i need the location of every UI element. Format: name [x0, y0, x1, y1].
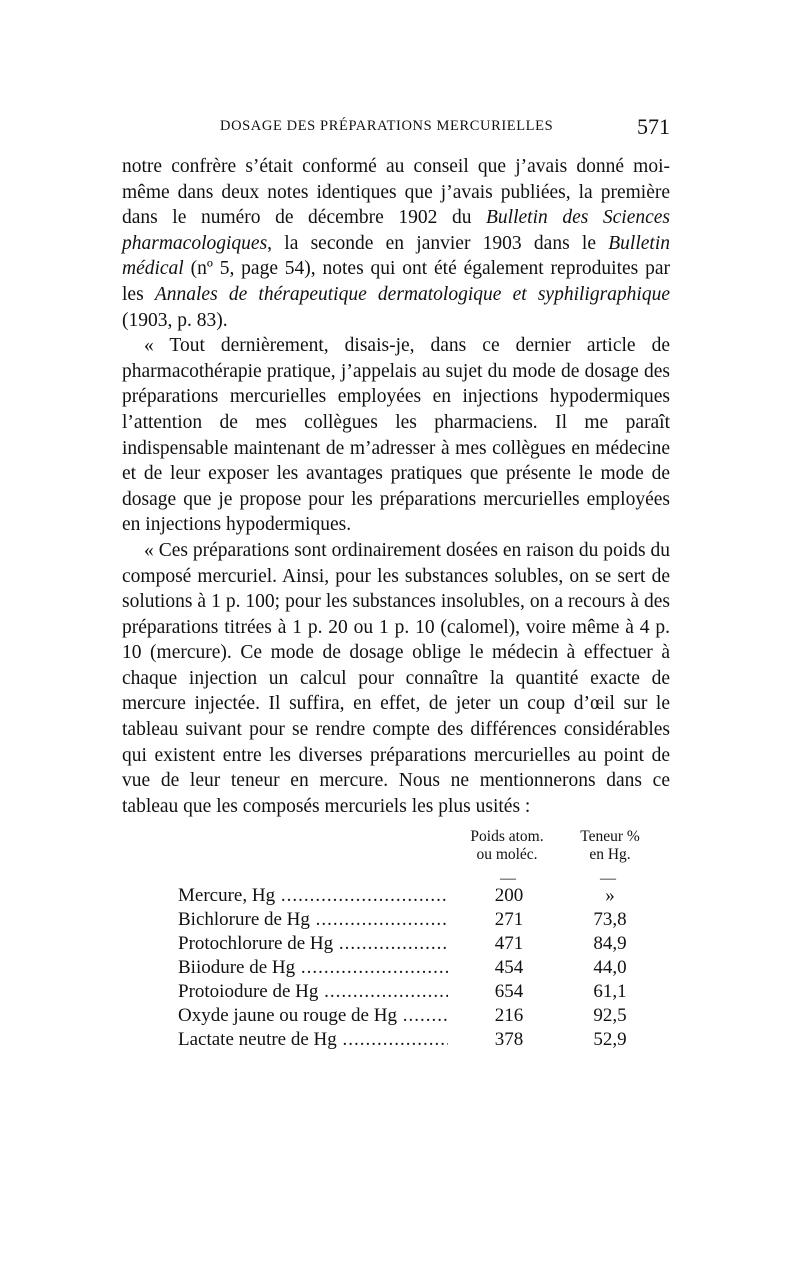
- column-rule-weight: —: [500, 870, 516, 887]
- column-rule-content: —: [600, 870, 616, 887]
- mercury-content: 92,5: [593, 1005, 627, 1026]
- column-header-content-line2: en Hg.: [589, 846, 631, 863]
- compound-name: Bichlorure de Hg .....: [178, 908, 448, 932]
- table-row: [122, 1028, 670, 1052]
- p1-title-bulletin-medical: Bulletin médical: [122, 232, 670, 280]
- compound-name: Biiodure de Hg .....: [178, 956, 448, 980]
- p1-text-e: (nº 5, page 54), notes qui ont été également reproduites par les: [122, 258, 670, 305]
- compound-name: Mercure, Hg .....: [178, 884, 448, 908]
- paragraph-2: « Tout dernièrement, disais-je, dans ce dernier article de pharmacothérapie pratique, j’appelais au sujet du mode de dosage des préparations mercurielles employées en injections hypodermiques l’attention de mes collègues les pharmaciens. Il me paraît indispensable maintenant de m’adresser à mes collègues en médecine et de leur exposer les avantages pratiques que présente le mode de dosage que je propose pour les préparations mercurielles employées en injections hypodermiques.: [122, 335, 670, 536]
- atomic-weight: 454: [494, 957, 524, 978]
- p1-text-g: (1903, p. 83).: [122, 309, 228, 331]
- column-header-weight-line1: Poids atom.: [470, 828, 544, 845]
- p1-title-bulletin-sciences: Bulletin des Sciences pharmacologiques: [122, 207, 670, 254]
- page-header: [122, 116, 670, 140]
- p1-text-a: notre confrère s’était conformé au conseil que j’avais donné moi-même dans deux notes identiques que j’avais publiées, la première dans le numéro de décembre 1902 du: [122, 156, 670, 229]
- atomic-weight: 271: [494, 909, 524, 930]
- atomic-weight: 654: [494, 981, 524, 1002]
- compound-name: Oxyde jaune ou rouge de Hg .....: [178, 1004, 448, 1028]
- compound-name: Protoiodure de Hg .....: [178, 980, 448, 1004]
- paragraph-1: [122, 154, 670, 333]
- p1-title-annales: Annales de thérapeutique dermatologique et syphiligraphique: [154, 283, 670, 305]
- table-body: [122, 884, 670, 1052]
- atomic-weight: 216: [494, 1005, 524, 1026]
- compound-name: Lactate neutre de Hg .....: [178, 1028, 448, 1052]
- mercury-content: 44,0: [593, 957, 627, 978]
- atomic-weight: 471: [494, 933, 524, 954]
- mercury-content: 52,9: [593, 1029, 627, 1050]
- paragraph-3: « Ces préparations sont ordinairement dosées en raison du poids du composé mercuriel. Ainsi, pour les substances solubles, on se sert de solutions à 1 p. 100; pour les substances insolubles, on a recours à des préparations titrées à 1 p. 20 ou 1 p. 10 (calomel), voire même à 4 p. 10 (mercure). Ce mode de dosage oblige le médecin à effectuer à chaque injection un calcul pour connaître la quantité exacte de mercure injectée. Il suffira, en effet, de jeter un coup d’œil sur le tableau suivant pour se rendre compte des différences considérables qui existent entre les diverses préparations mercurielles au point de vue de leur teneur en mercure. Nous ne mentionnerons dans ce tableau que les composés mercuriels les plus usités :: [122, 539, 670, 817]
- table-row: [122, 884, 670, 908]
- table-row: [122, 1004, 670, 1028]
- atomic-weight: 378: [494, 1029, 524, 1050]
- compound-name: Protochlorure de Hg .....: [178, 932, 448, 956]
- mercury-content: 61,1: [593, 981, 627, 1002]
- table-row: [122, 956, 670, 980]
- mercury-content: 84,9: [593, 933, 627, 954]
- atomic-weight: 200: [494, 885, 524, 906]
- table-row: [122, 980, 670, 1004]
- column-header-content: [550, 828, 670, 864]
- mercury-content: »: [605, 885, 615, 906]
- table-row: [122, 932, 670, 956]
- body-text: [122, 154, 670, 819]
- mercury-content: 73,8: [593, 909, 627, 930]
- running-head: DOSAGE DES PRÉPARATIONS MERCURIELLES: [220, 118, 554, 134]
- page-number: 571: [637, 114, 670, 139]
- column-header-weight: [452, 828, 562, 864]
- column-header-content-line1: Teneur %: [580, 828, 640, 845]
- p1-text-c: , la seconde en janvier 1903 dans le: [267, 232, 609, 254]
- column-header-weight-line2: ou moléc.: [476, 846, 538, 863]
- table-row: [122, 908, 670, 932]
